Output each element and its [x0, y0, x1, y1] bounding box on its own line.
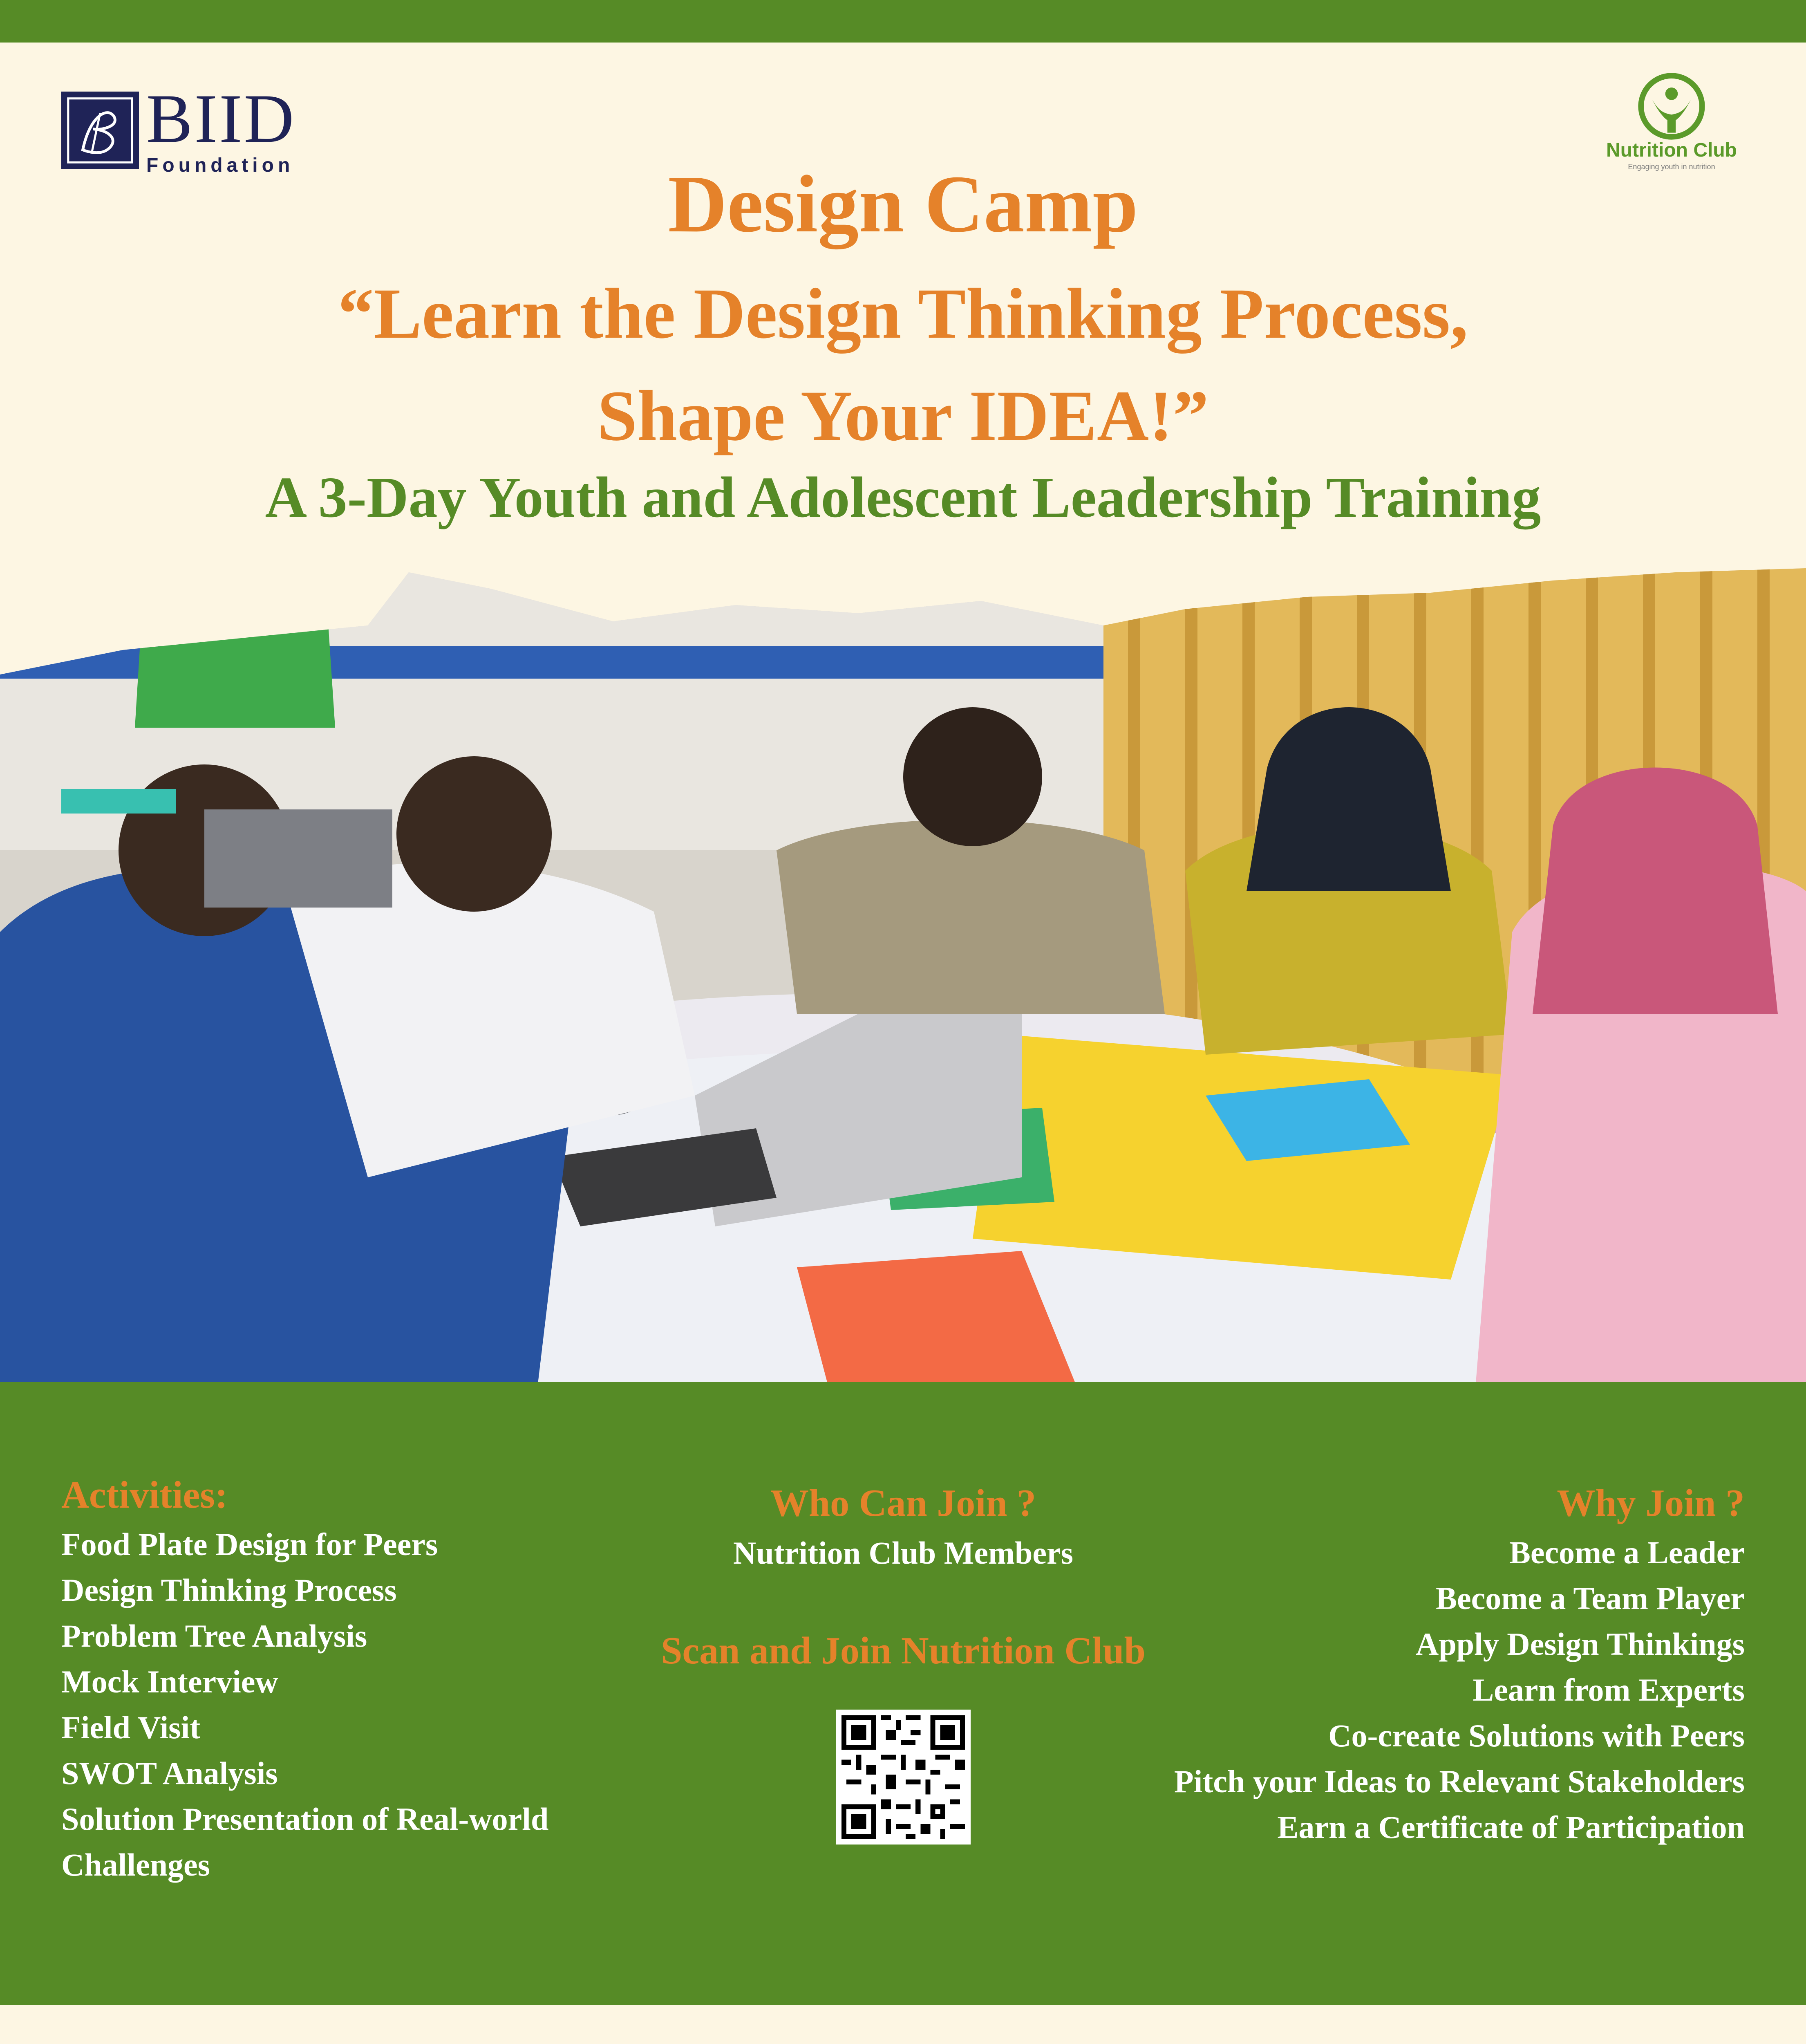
list-item: Learn from Experts — [1473, 1672, 1745, 1708]
nutrition-club-logo — [1602, 72, 1741, 171]
who-heading: Who Can Join ? — [770, 1482, 1036, 1524]
nutrition-club-tagline: Engaging youth in nutrition — [1628, 163, 1715, 171]
list-item: Become a Team Player — [1436, 1580, 1745, 1616]
list-item: Design Thinking Process — [61, 1572, 397, 1608]
slogan-line-1: “Learn the Design Thinking Process, — [338, 274, 1468, 354]
qr-code[interactable] — [836, 1710, 971, 1845]
top-band — [0, 0, 1806, 43]
list-item: Field Visit — [61, 1710, 201, 1745]
activities-list — [61, 1522, 548, 1888]
slogan-line-2: Shape Your IDEA!” — [597, 376, 1209, 456]
why-list — [1174, 1530, 1745, 1850]
nutrition-club-icon — [1637, 72, 1706, 141]
scan-heading: Scan and Join Nutrition Club — [661, 1629, 1146, 1672]
why-join-section — [1174, 1484, 1745, 1850]
list-item: Food Plate Design for Peers — [61, 1526, 438, 1562]
why-heading: Why Join ? — [1557, 1482, 1745, 1524]
activities-section — [61, 1476, 548, 1888]
biid-subtitle: Foundation — [146, 155, 294, 176]
list-item: Problem Tree Analysis — [61, 1618, 367, 1654]
who-can-join-section — [613, 1484, 1193, 1845]
activities-heading: Activities: — [61, 1474, 228, 1516]
nutrition-club-name: Nutrition Club — [1606, 139, 1737, 161]
subtitle: A 3-Day Youth and Adolescent Leadership Training — [265, 465, 1541, 529]
who-value: Nutrition Club Members — [733, 1535, 1073, 1571]
list-item: Co-create Solutions with Peers — [1328, 1718, 1745, 1753]
list-item: Apply Design Thinkings — [1416, 1626, 1745, 1662]
list-item: Solution Presentation of Real-world — [61, 1801, 549, 1837]
list-item: Challenges — [61, 1847, 210, 1883]
workshop-photo — [0, 564, 1806, 1439]
list-item: SWOT Analysis — [61, 1755, 278, 1791]
list-item: Mock Interview — [61, 1664, 278, 1699]
page-title: Design Camp — [668, 159, 1138, 249]
qr-code-icon — [841, 1715, 965, 1839]
biid-name: BIID — [146, 80, 296, 157]
list-item: Become a Leader — [1509, 1535, 1745, 1570]
list-item: Earn a Certificate of Participation — [1277, 1809, 1745, 1845]
list-item: Pitch your Ideas to Relevant Stakeholders — [1174, 1764, 1745, 1799]
